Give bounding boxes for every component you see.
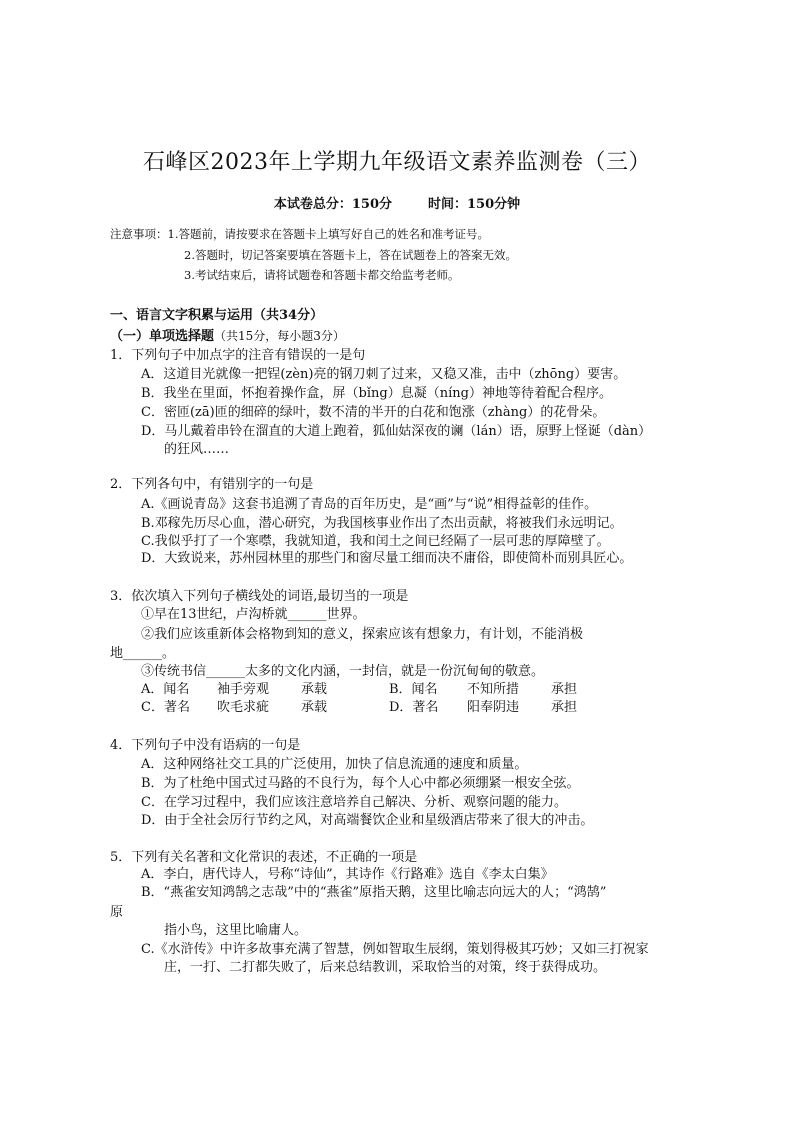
option-b-continued: 指小鸟，这里比喻庸人。 (164, 923, 308, 938)
question-stem: 1．下列句子中加点字的注音有错误的一是句 (110, 348, 366, 363)
option-b-word-1: B．闻名 (389, 682, 438, 697)
option-b: B．我坐在里面，怀抱着操作盒，屏（bǐng）息凝（níng）神地等待着配合程序。 (141, 386, 612, 401)
sentence-1: ①早在13世纪，卢沟桥就______世界。 (141, 607, 366, 622)
question-stem: 4．下列句子中没有语病的一句是 (110, 738, 301, 753)
question-stem: 3．依次填入下列句子横线处的词语,最切当的一项是 (110, 589, 409, 604)
option-c: C.我似乎打了一个寒噤，我就知道，我和闰土之间已经隔了一层可悲的厚障壁了。 (141, 534, 610, 549)
options-row-2 (141, 699, 577, 717)
option-d: D．大致说来，苏州园林里的那些门和窗尽量工细而决不庸俗，即使简朴而别具匠心。 (141, 551, 633, 566)
option-b-word-3: 承担 (551, 682, 578, 697)
option-d-word-1: D．著名 (389, 700, 439, 715)
question-stem: 2．下列各句中，有错别字的一句是 (110, 477, 314, 492)
option-a: A.《画说青岛》这套书追溯了青岛的百年历史，是“画”与“说”相得益彰的佳作。 (141, 497, 598, 512)
option-b-word-2: 不知所措 (467, 682, 520, 697)
sentence-3: ③传统书信______太多的文化内涵，一封信，就是一份沉甸甸的敬意。 (141, 664, 545, 679)
option-d-word-3: 承担 (551, 700, 578, 715)
option-b-wrap: 原 (110, 905, 124, 920)
notes-line-1: 注意事项：1.答题前，请按要求在答题卡上填写好自己的姓名和准考证号。 (110, 227, 489, 241)
option-a: A．这道目光就像一把锃(zèn)亮的钢刀刺了过来，又稳又准，击中（zhōng）要害。 (141, 367, 627, 382)
exam-meta (0, 196, 794, 214)
option-c: C．在学习过程中，我们应该注意培养自己解决、分析、观察问题的能力。 (141, 795, 567, 810)
exam-time: 时间：150分钟 (428, 197, 521, 212)
notes-label: 注意事项： (110, 227, 168, 241)
page-title: 石峰区2023年上学期九年级语文素养监测卷（三） (143, 150, 651, 175)
option-a-word-1: A．闻名 (141, 682, 190, 697)
option-a: A．这种网络社交工具的广泛使用，加快了信息流通的速度和质量。 (141, 757, 528, 772)
total-score: 本试卷总分：150分 (273, 197, 392, 212)
sub-heading: （一）单项选择题（共15分，每小题3分） (110, 329, 345, 344)
option-b: B．“燕雀安知鸿鹄之志哉”中的“燕雀”原指天鹅，这里比喻志向远大的人；“鸿鹄” (141, 885, 607, 900)
option-b: B.邓稼先历尽心血，潜心研究，为我国核事业作出了杰出贡献，将被我们永远明记。 (141, 516, 623, 531)
sentence-2: ②我们应该重新体会格物到知的意义，探索应该有想象力，有计划，不能消极 (141, 627, 584, 642)
question-stem: 5．下列有关名著和文化常识的表述，不正确的一项是 (110, 850, 418, 865)
section-heading: 一、语言文字积累与运用（共34分） (110, 308, 324, 323)
option-c-continued: 庄，一打、二打都失败了，后来总结教训，采取恰当的对策，终于获得成功。 (164, 960, 607, 975)
option-d-continued: 的狂风…… (164, 442, 230, 457)
option-c-word-2: 吹毛求疵 (217, 700, 270, 715)
notes-line-3: 3.考试结束后，请将试题卷和答题卡都交给监考老师。 (184, 268, 460, 282)
option-a-word-3: 承载 (301, 682, 328, 697)
option-c: C.《水浒传》中许多故事充满了智慧，例如智取生辰纲，策划得极其巧妙；又如三打祝家 (141, 942, 649, 957)
option-d: D．马儿戴着串铃在溜直的大道上跑着，狐仙姑深夜的谰（lán）语，原野上怪诞（dàn） (141, 424, 652, 439)
option-a-word-2: 袖手旁观 (217, 682, 270, 697)
option-c: C．密匝(zā)匝的细碎的绿叶，数不清的半开的白花和饱涨（zhàng）的花骨朵。 (141, 405, 606, 420)
options-row-1 (141, 681, 577, 699)
sentence-2-continued: 地______。 (110, 646, 176, 661)
option-b: B．为了杜绝中国式过马路的不良行为，每个人心中都必须绷紧一根安全弦。 (141, 776, 580, 791)
option-c-word-3: 承载 (301, 700, 328, 715)
option-a: A．李白，唐代诗人，号称“诗仙”，其诗作《行路难》选自《李太白集》 (141, 867, 554, 882)
option-c-word-1: C．著名 (141, 700, 190, 715)
option-d-word-2: 阳奉阴违 (467, 700, 520, 715)
notes-line-2: 2.答题时，切记答案要填在答题卡上，答在试题卷上的答案无效。 (184, 248, 517, 262)
option-d: D．由于全社会厉行节约之风，对高端餐饮企业和星级酒店带来了很大的冲击。 (141, 813, 594, 828)
